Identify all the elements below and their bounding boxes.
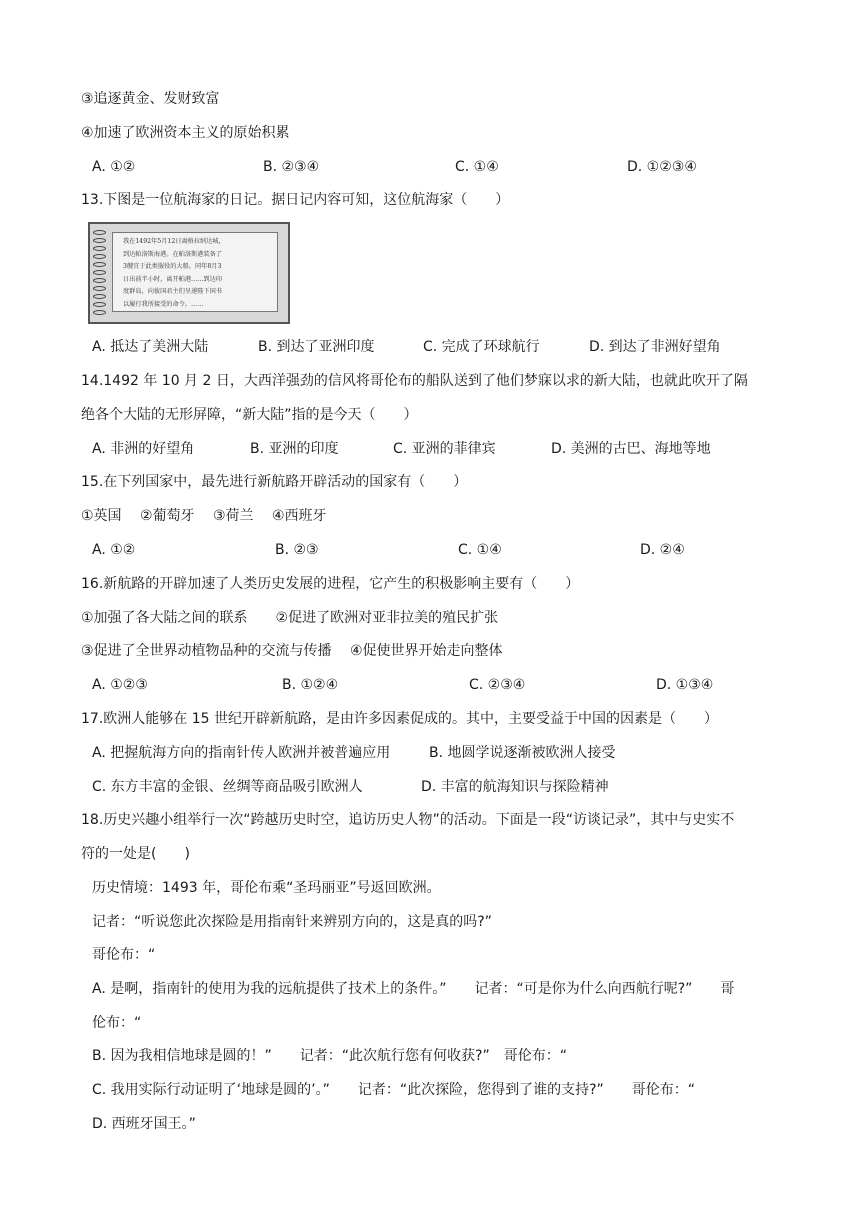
q13-option-d: D. 到达了非洲好望角 — [589, 339, 721, 355]
q13-option-c: C. 完成了环球航行 — [423, 339, 540, 355]
q18-option-a-line-2: 伦布：“ — [92, 1015, 142, 1031]
q16-option-d: D. ①③④ — [656, 677, 714, 693]
q15-option-b: B. ②③ — [275, 542, 319, 558]
q16-option-c: C. ②③④ — [469, 677, 526, 693]
q17-option-d: D. 丰富的航海知识与探险精神 — [421, 779, 609, 795]
q12-option-b: B. ②③④ — [263, 159, 320, 175]
q12-option-c: C. ①④ — [455, 159, 499, 175]
q14-option-c: C. 亚洲的菲律宾 — [393, 441, 496, 457]
q12-option-d: D. ①②③④ — [627, 159, 697, 175]
question-14-line-2: 绝各个大陆的无形屏障，“新大陆”指的是今天（ ） — [81, 407, 418, 423]
question-16-items-2: ③促进了全世界动植物品种的交流与传播 ④促使世界开始走向整体 — [81, 643, 503, 659]
q16-option-a: A. ①②③ — [92, 677, 148, 693]
question-16: 16.新航路的开辟加速了人类历史发展的进程，它产生的积极影响主要有（ ） — [81, 576, 580, 592]
q14-option-a: A. 非洲的好望角 — [92, 441, 195, 457]
question-13: 13.下图是一位航海家的日记。据日记内容可知，这位航海家（ ） — [81, 192, 510, 208]
q15-option-c: C. ①④ — [458, 542, 502, 558]
q17-option-a: A. 把握航海方向的指南针传人欧洲并被普遍应用 — [92, 745, 391, 761]
q14-option-d: D. 美洲的古巴、海地等地 — [551, 441, 711, 457]
diary-image — [88, 222, 290, 324]
line-item-3: ③追逐黄金、发财致富 — [81, 91, 220, 107]
question-16-items-1: ①加强了各大陆之间的联系 ②促进了欧洲对亚非拉美的殖民扩张 — [81, 610, 499, 626]
q16-option-b: B. ①②④ — [282, 677, 339, 693]
q13-option-b: B. 到达了亚洲印度 — [258, 339, 375, 355]
question-15-items: ①英国 ②葡萄牙 ③荷兰 ④西班牙 — [81, 508, 327, 524]
question-17: 17.欧洲人能够在 15 世纪开辟新航路，是由许多因素促成的。其中，主要受益于中国的因素是（ ） — [81, 711, 718, 727]
diary-text: 我在1492年5月12日离格拉纳达城， 到达帕洛斯海港。在帕洛斯港装备了 3艘宜于此类服役的大船。同年8月3 日出前半小时，离开帕港……到达印 度群岛，向彼国君主们呈递陛下国书 以履行我所接受的命令。…… — [112, 232, 278, 312]
question-14-line-1: 14.1492 年 10 月 2 日，大西洋强劲的信风将哥伦布的船队送到了他们梦寐以求的新大陆，也就此吹开了隔 — [81, 373, 748, 389]
question-18-line-2: 符的一处是( ) — [81, 846, 190, 862]
q13-option-a: A. 抵达了美洲大陆 — [92, 339, 209, 355]
question-18-line-1: 18.历史兴趣小组举行一次“跨越历史时空，追访历史人物”的活动。下面是一段“访谈记录”，其中与史实不 — [81, 812, 735, 828]
q12-option-a: A. ①② — [92, 159, 136, 175]
q15-option-d: D. ②④ — [640, 542, 685, 558]
q17-option-c: C. 东方丰富的金银、丝绸等商品吸引欧洲人 — [92, 779, 363, 795]
question-18-columbus: 哥伦布：“ — [92, 947, 156, 963]
q18-option-c: C. 我用实际行动证明了‘地球是圆的’。” 记者：“此次探险，您得到了谁的支持?” 哥伦布：“ — [92, 1082, 696, 1098]
q18-option-a-line-1: A. 是啊，指南针的使用为我的远航提供了技术上的条件。” 记者：“可是你为什么向西航行呢?” 哥 — [92, 981, 735, 997]
q15-option-a: A. ①② — [92, 542, 136, 558]
q14-option-b: B. 亚洲的印度 — [250, 441, 339, 457]
question-18-reporter: 记者：“听说您此次探险是用指南针来辨别方向的，这是真的吗?” — [92, 914, 492, 930]
q18-option-b: B. 因为我相信地球是圆的！” 记者：“此次航行您有何收获?” 哥伦布：“ — [92, 1048, 567, 1064]
question-15: 15.在下列国家中，最先进行新航路开辟活动的国家有（ ） — [81, 474, 468, 490]
question-18-context: 历史情境：1493 年，哥伦布乘“圣玛丽亚”号返回欧洲。 — [92, 880, 441, 896]
notebook-spiral-icon — [93, 230, 109, 316]
line-item-4: ④加速了欧洲资本主义的原始积累 — [81, 125, 290, 141]
q18-option-d: D. 西班牙国王。” — [92, 1116, 196, 1132]
q17-option-b: B. 地圆学说逐渐被欧洲人接受 — [429, 745, 616, 761]
